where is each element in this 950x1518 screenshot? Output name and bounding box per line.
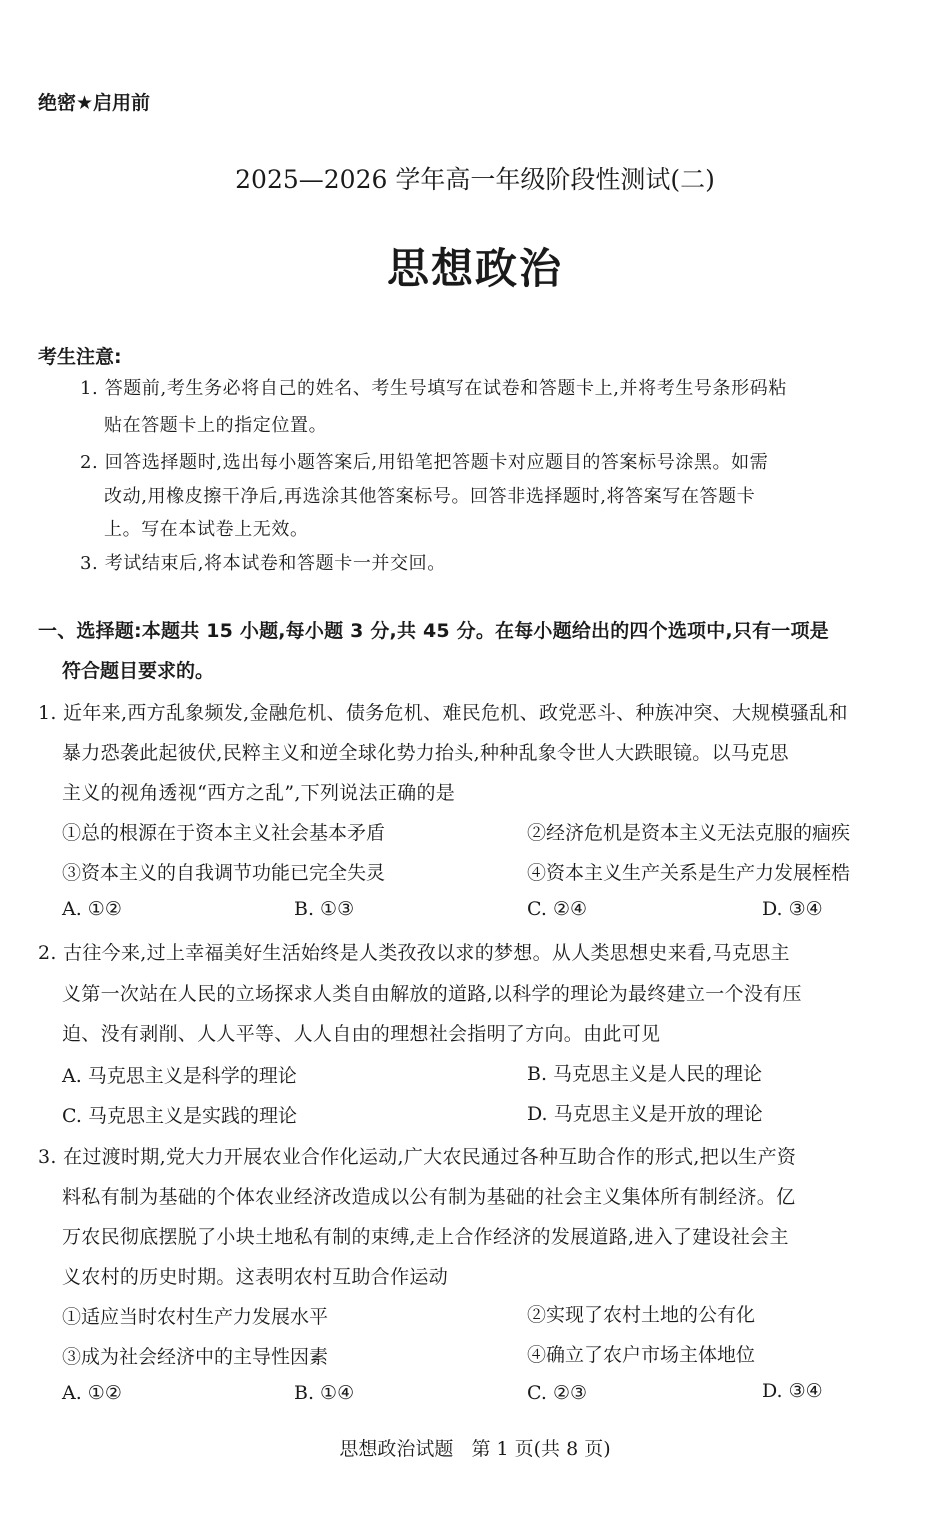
question-3-statement: ③成为社会经济中的主导性因素 [62, 1346, 329, 1368]
notice-line: 改动,用橡皮擦干净后,再选涂其他答案标号。回答非选择题时,将答案写在答题卡 [104, 486, 756, 507]
question-1-statement: ①总的根源在于资本主义社会基本矛盾 [62, 822, 386, 844]
question-1-statement: ④资本主义生产关系是生产力发展桎梏 [527, 862, 851, 884]
question-1-statement: ②经济危机是资本主义无法克服的痼疾 [527, 822, 851, 844]
question-3-statement: ①适应当时农村生产力发展水平 [62, 1306, 329, 1328]
section-heading-cont: 符合题目要求的。 [62, 660, 215, 682]
notice-line: 1. 答题前,考生务必将自己的姓名、考生号填写在试卷和答题卡上,并将考生号条形码粘 [80, 378, 787, 399]
question-2-option-c: C. 马克思主义是实践的理论 [62, 1105, 297, 1127]
section-heading: 一、选择题:本题共 15 小题,每小题 3 分,共 45 分。在每小题给出的四个选项中,只有一项是 [38, 620, 829, 642]
notice-title: 考生注意: [38, 346, 122, 368]
page-footer: 思想政治试题 第 1 页(共 8 页) [339, 1438, 611, 1460]
notice-line: 贴在答题卡上的指定位置。 [104, 415, 328, 436]
exam-title: 2025—2026 学年高一年级阶段性测试(二) [235, 165, 715, 194]
question-3-option-a: A. ①② [62, 1382, 122, 1404]
notice-line: 2. 回答选择题时,选出每小题答案后,用铅笔把答题卡对应题目的答案标号涂黑。如需 [80, 452, 769, 473]
notice-line: 3. 考试结束后,将本试卷和答题卡一并交回。 [80, 553, 446, 574]
question-2-stem: 迫、没有剥削、人人平等、人人自由的理想社会指明了方向。由此可见 [62, 1023, 661, 1045]
question-1-stem: 主义的视角透视“西方之乱”,下列说法正确的是 [62, 782, 456, 804]
question-3-stem: 义农村的历史时期。这表明农村互助合作运动 [62, 1266, 449, 1288]
question-1-option-c: C. ②④ [527, 898, 588, 920]
question-3-statement: ②实现了农村土地的公有化 [527, 1304, 756, 1326]
question-3-option-c: C. ②③ [527, 1382, 588, 1404]
question-3-stem: 万农民彻底摆脱了小块土地私有制的束缚,走上合作经济的发展道路,进入了建设社会主 [62, 1226, 789, 1248]
question-1-stem: 暴力恐袭此起彼伏,民粹主义和逆全球化势力抬头,种种乱象令世人大跌眼镜。以马克思 [62, 742, 789, 764]
question-1-option-d: D. ③④ [762, 898, 823, 920]
question-3-option-d: D. ③④ [762, 1380, 823, 1402]
confidential-label: 绝密★启用前 [38, 92, 151, 114]
question-3-statement: ④确立了农户市场主体地位 [527, 1344, 756, 1366]
question-3-option-b: B. ①④ [294, 1382, 355, 1404]
question-1-stem: 1. 近年来,西方乱象频发,金融危机、债务危机、难民危机、政党恶斗、种族冲突、大规模骚乱和 [38, 702, 848, 724]
question-2-option-d: D. 马克思主义是开放的理论 [527, 1103, 763, 1125]
notice-line: 上。写在本试卷上无效。 [104, 519, 309, 540]
question-3-stem: 料私有制为基础的个体农业经济改造成以公有制为基础的社会主义集体所有制经济。亿 [62, 1186, 796, 1208]
question-2-option-b: B. 马克思主义是人民的理论 [527, 1063, 763, 1085]
question-1-statement: ③资本主义的自我调节功能已完全失灵 [62, 862, 386, 884]
question-1-option-b: B. ①③ [294, 898, 355, 920]
subject-title: 思想政治 [386, 244, 563, 293]
question-2-option-a: A. 马克思主义是科学的理论 [62, 1065, 297, 1087]
question-2-stem: 2. 古往今来,过上幸福美好生活始终是人类孜孜以求的梦想。从人类思想史来看,马克思主 [38, 942, 790, 964]
question-1-option-a: A. ①② [62, 898, 122, 920]
question-2-stem: 义第一次站在人民的立场探求人类自由解放的道路,以科学的理论为最终建立一个没有压 [62, 983, 802, 1005]
question-3-stem: 3. 在过渡时期,党大力开展农业合作化运动,广大农民通过各种互助合作的形式,把以生产资 [38, 1146, 797, 1168]
